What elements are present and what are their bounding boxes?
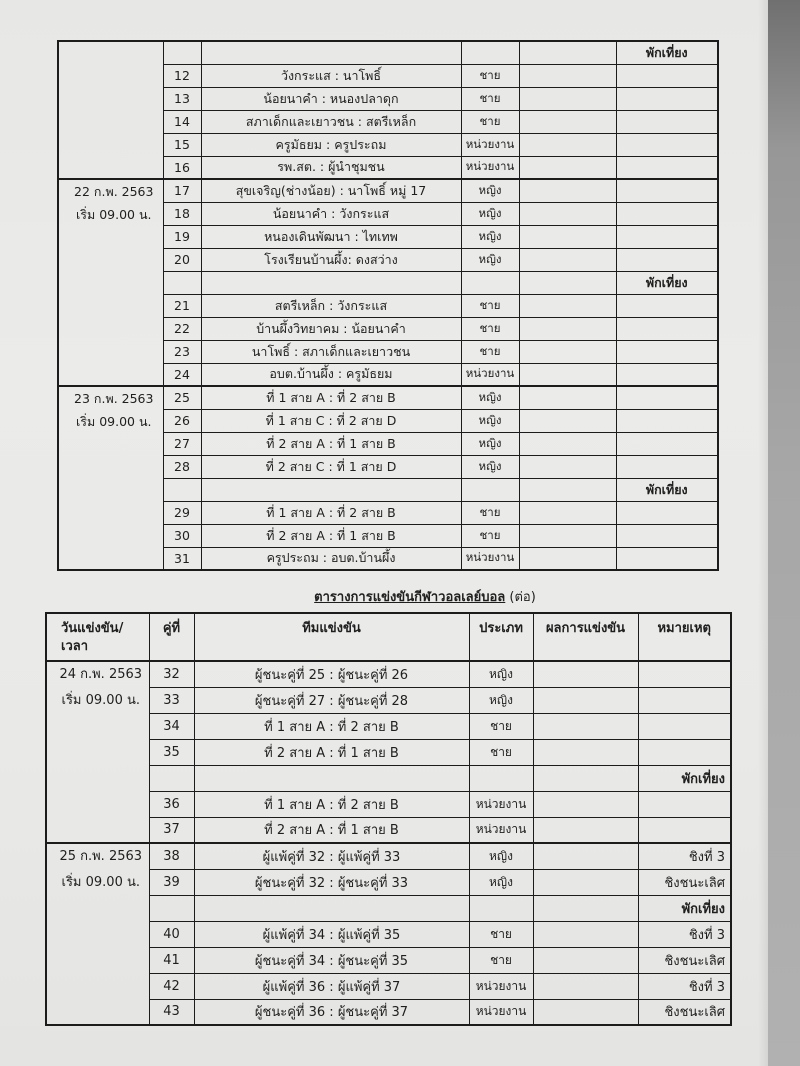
match-type-cell: หญิง [469, 869, 533, 895]
match-result-cell [519, 340, 616, 363]
match-type-cell: ชาย [461, 501, 519, 524]
title-main: ตารางการแข่งขันกีฬาวอลเลย์บอล [314, 590, 506, 605]
match-type-cell: หญิง [469, 843, 533, 869]
match-result-cell [533, 739, 638, 765]
match-number-cell: 36 [149, 791, 194, 817]
match-row [46, 947, 731, 973]
match-remark-cell: พักเที่ยง [638, 895, 731, 921]
match-date-cell [58, 386, 163, 570]
match-type-cell: หญิง [469, 661, 533, 687]
match-remark-cell [616, 317, 718, 340]
match-remark-cell [616, 156, 718, 179]
match-result-cell [533, 947, 638, 973]
match-teams-cell: ที่ 2 สาย A : ที่ 1 สาย B [201, 524, 461, 547]
match-number-cell: 34 [149, 713, 194, 739]
match-type-cell: ชาย [469, 713, 533, 739]
document-title [290, 588, 560, 608]
match-result-cell [519, 271, 616, 294]
match-remark-cell [616, 501, 718, 524]
match-result-cell [519, 156, 616, 179]
match-number-cell: 37 [149, 817, 194, 843]
match-remark-cell [616, 547, 718, 570]
match-remark-cell: ชิงที่ 3 [638, 921, 731, 947]
match-type-cell: ชาย [469, 739, 533, 765]
match-remark-cell: พักเที่ยง [616, 271, 718, 294]
match-type-cell: หญิง [461, 202, 519, 225]
header-date-time [46, 613, 149, 661]
match-number-cell: 43 [149, 999, 194, 1025]
match-type-cell: หน่วยงาน [461, 363, 519, 386]
match-result-cell [519, 87, 616, 110]
match-remark-cell: ชิงชนะเลิศ [638, 999, 731, 1025]
match-type-cell [469, 895, 533, 921]
match-result-cell [519, 363, 616, 386]
header-row [46, 613, 731, 661]
match-teams-cell: ที่ 2 สาย A : ที่ 1 สาย B [194, 739, 469, 765]
match-result-cell [519, 478, 616, 501]
match-teams-cell: หนองเดินพัฒนา : ไทเทพ [201, 225, 461, 248]
match-result-cell [519, 524, 616, 547]
match-teams-cell: นาโพธิ์ : สภาเด็กและเยาวชน [201, 340, 461, 363]
match-remark-cell [638, 791, 731, 817]
match-type-cell: ชาย [469, 947, 533, 973]
match-teams-cell: ผู้ชนะคู่ที่ 27 : ผู้ชนะคู่ที่ 28 [194, 687, 469, 713]
match-result-cell [533, 765, 638, 791]
match-remark-cell [616, 363, 718, 386]
match-type-cell: หญิง [461, 409, 519, 432]
match-teams-cell: สภาเด็กและเยาวชน : สตรีเหล็ก [201, 110, 461, 133]
background-wall [768, 0, 800, 1066]
match-teams-cell: ผู้ชนะคู่ที่ 34 : ผู้ชนะคู่ที่ 35 [194, 947, 469, 973]
match-row [46, 973, 731, 999]
match-result-cell [519, 202, 616, 225]
match-teams-cell: ครูประถม : อบต.บ้านผึ้ง [201, 547, 461, 570]
match-row [46, 661, 731, 687]
match-remark-cell: พักเที่ยง [616, 41, 718, 64]
match-date-cell [46, 661, 149, 843]
match-number-cell: 14 [163, 110, 201, 133]
match-result-cell [519, 409, 616, 432]
match-remark-cell [616, 455, 718, 478]
match-date: 23 ก.พ. 2563 [74, 391, 154, 406]
match-remark-cell [616, 64, 718, 87]
match-row [46, 921, 731, 947]
match-remark-cell: พักเที่ยง [616, 478, 718, 501]
match-teams-cell: ที่ 1 สาย A : ที่ 2 สาย B [194, 713, 469, 739]
match-remark-cell [616, 133, 718, 156]
match-type-cell: หน่วยงาน [461, 156, 519, 179]
match-remark-cell [616, 524, 718, 547]
start-time: เริ่ม 09.00 น. [61, 693, 140, 708]
match-type-cell: ชาย [461, 110, 519, 133]
match-type-cell: ชาย [461, 64, 519, 87]
schedule-table-continued [57, 40, 719, 571]
match-result-cell [533, 921, 638, 947]
match-row [46, 739, 731, 765]
match-result-cell [519, 110, 616, 133]
match-remark-cell [616, 202, 718, 225]
match-type-cell: หน่วยงาน [469, 999, 533, 1025]
match-type-cell: หญิง [461, 225, 519, 248]
match-result-cell [519, 317, 616, 340]
schedule-table-body [46, 661, 731, 1025]
match-number-cell: 41 [149, 947, 194, 973]
header-match-number: คู่ที่ [149, 613, 194, 661]
match-number-cell [163, 478, 201, 501]
match-result-cell [533, 817, 638, 843]
match-remark-cell [638, 817, 731, 843]
match-remark-cell: พักเที่ยง [638, 765, 731, 791]
match-teams-cell: ครูมัธยม : ครูประถม [201, 133, 461, 156]
match-number-cell: 16 [163, 156, 201, 179]
match-type-cell: ชาย [469, 921, 533, 947]
match-teams-cell: สุขเจริญ(ช่างน้อย) : นาโพธิ์ หมู่ 17 [201, 179, 461, 202]
schedule-table-header [46, 613, 731, 661]
match-remark-cell [616, 225, 718, 248]
match-number-cell: 42 [149, 973, 194, 999]
match-row [46, 817, 731, 843]
match-remark-cell [638, 661, 731, 687]
match-number-cell: 25 [163, 386, 201, 409]
match-date-cell [58, 41, 163, 179]
match-result-cell [533, 791, 638, 817]
match-teams-cell [201, 478, 461, 501]
match-type-cell: หญิง [461, 248, 519, 271]
header-type: ประเภท [469, 613, 533, 661]
match-number-cell: 12 [163, 64, 201, 87]
match-number-cell: 39 [149, 869, 194, 895]
schedule-table [45, 612, 732, 1026]
match-result-cell [519, 179, 616, 202]
match-teams-cell: ที่ 2 สาย A : ที่ 1 สาย B [194, 817, 469, 843]
match-type-cell: หญิง [461, 179, 519, 202]
match-type-cell: หน่วยงาน [469, 973, 533, 999]
match-teams-cell: โรงเรียนบ้านผึ้ง: ดงสว่าง [201, 248, 461, 271]
match-type-cell [461, 41, 519, 64]
match-teams-cell: ที่ 1 สาย A : ที่ 2 สาย B [201, 386, 461, 409]
match-remark-cell [616, 87, 718, 110]
match-number-cell: 19 [163, 225, 201, 248]
match-result-cell [519, 248, 616, 271]
match-result-cell [519, 547, 616, 570]
match-type-cell: หญิง [461, 455, 519, 478]
match-result-cell [519, 294, 616, 317]
match-type-cell [461, 271, 519, 294]
match-teams-cell: ผู้แพ้คู่ที่ 34 : ผู้แพ้คู่ที่ 35 [194, 921, 469, 947]
match-remark-cell [616, 248, 718, 271]
match-number-cell: 33 [149, 687, 194, 713]
match-date: 24 ก.พ. 2563 [59, 667, 143, 682]
match-result-cell [519, 455, 616, 478]
match-teams-cell: สตรีเหล็ก : วังกระแส [201, 294, 461, 317]
match-result-cell [533, 895, 638, 921]
match-teams-cell: บ้านผึ้งวิทยาคม : น้อยนาคำ [201, 317, 461, 340]
match-teams-cell [194, 765, 469, 791]
match-number-cell [149, 765, 194, 791]
match-remark-cell: ชิงที่ 3 [638, 843, 731, 869]
match-teams-cell: ผู้ชนะคู่ที่ 36 : ผู้ชนะคู่ที่ 37 [194, 999, 469, 1025]
match-remark-cell [616, 409, 718, 432]
match-result-cell [533, 999, 638, 1025]
match-remark-cell [616, 340, 718, 363]
match-result-cell [519, 64, 616, 87]
start-time: เริ่ม 09.00 น. [76, 207, 152, 222]
header-result: ผลการแข่งขัน [533, 613, 638, 661]
match-number-cell: 35 [149, 739, 194, 765]
match-date-cell [46, 843, 149, 1025]
match-teams-cell: ที่ 2 สาย C : ที่ 1 สาย D [201, 455, 461, 478]
match-number-cell: 27 [163, 432, 201, 455]
match-teams-cell [201, 41, 461, 64]
match-number-cell: 29 [163, 501, 201, 524]
match-remark-cell: ชิงชนะเลิศ [638, 947, 731, 973]
match-type-cell: ชาย [461, 524, 519, 547]
header-date-line2: เวลา [61, 639, 89, 654]
match-type-cell [469, 765, 533, 791]
match-result-cell [533, 843, 638, 869]
match-type-cell: หญิง [469, 687, 533, 713]
match-type-cell: หน่วยงาน [469, 791, 533, 817]
match-result-cell [533, 687, 638, 713]
match-type-cell: หญิง [461, 432, 519, 455]
match-type-cell [461, 478, 519, 501]
match-teams-cell [201, 271, 461, 294]
lunch-break-row [46, 765, 731, 791]
match-teams-cell: ที่ 2 สาย A : ที่ 1 สาย B [201, 432, 461, 455]
match-remark-cell [616, 432, 718, 455]
match-row [46, 791, 731, 817]
match-type-cell: หน่วยงาน [461, 547, 519, 570]
match-teams-cell: ผู้แพ้คู่ที่ 32 : ผู้แพ้คู่ที่ 33 [194, 843, 469, 869]
match-row [46, 999, 731, 1025]
match-remark-cell [616, 110, 718, 133]
match-row [58, 386, 718, 409]
match-type-cell: ชาย [461, 317, 519, 340]
match-number-cell: 23 [163, 340, 201, 363]
paper-edge-shadow [758, 0, 768, 1066]
match-remark-cell [616, 386, 718, 409]
match-row [46, 687, 731, 713]
match-number-cell: 31 [163, 547, 201, 570]
match-remark-cell [638, 739, 731, 765]
start-time: เริ่ม 09.00 น. [76, 414, 152, 429]
match-row [46, 843, 731, 869]
match-result-cell [519, 501, 616, 524]
match-teams-cell: รพ.สต. : ผู้นำชุมชน [201, 156, 461, 179]
match-number-cell: 13 [163, 87, 201, 110]
match-number-cell: 21 [163, 294, 201, 317]
match-result-cell [519, 225, 616, 248]
match-number-cell: 40 [149, 921, 194, 947]
match-remark-cell [638, 713, 731, 739]
header-teams: ทีมแข่งขัน [194, 613, 469, 661]
match-number-cell: 30 [163, 524, 201, 547]
match-number-cell: 22 [163, 317, 201, 340]
match-row [46, 713, 731, 739]
match-number-cell [163, 271, 201, 294]
match-remark-cell: ชิงที่ 3 [638, 973, 731, 999]
match-teams-cell: อบต.บ้านผึ้ง : ครูมัธยม [201, 363, 461, 386]
lunch-break-row [46, 895, 731, 921]
match-number-cell [149, 895, 194, 921]
title-suffix: (ต่อ) [509, 590, 536, 605]
match-teams-cell: ที่ 1 สาย A : ที่ 2 สาย B [194, 791, 469, 817]
match-remark-cell [616, 294, 718, 317]
header-remark: หมายเหตุ [638, 613, 731, 661]
match-date: 22 ก.พ. 2563 [74, 184, 154, 199]
match-number-cell: 26 [163, 409, 201, 432]
match-result-cell [533, 973, 638, 999]
match-date-cell [58, 179, 163, 386]
match-result-cell [533, 713, 638, 739]
match-result-cell [519, 41, 616, 64]
match-result-cell [533, 661, 638, 687]
match-type-cell: หน่วยงาน [461, 133, 519, 156]
start-time: เริ่ม 09.00 น. [61, 875, 140, 890]
match-type-cell: หน่วยงาน [469, 817, 533, 843]
match-number-cell: 20 [163, 248, 201, 271]
match-number-cell: 18 [163, 202, 201, 225]
match-teams-cell: วังกระแส : นาโพธิ์ [201, 64, 461, 87]
match-type-cell: หญิง [461, 386, 519, 409]
match-remark-cell [616, 179, 718, 202]
match-row [58, 179, 718, 202]
match-teams-cell: น้อยนาคำ : หนองปลาดุก [201, 87, 461, 110]
match-teams-cell [194, 895, 469, 921]
match-type-cell: ชาย [461, 294, 519, 317]
header-date-line1: วันแข่งขัน/ [61, 621, 124, 636]
match-teams-cell: ผู้แพ้คู่ที่ 36 : ผู้แพ้คู่ที่ 37 [194, 973, 469, 999]
match-teams-cell: ที่ 1 สาย C : ที่ 2 สาย D [201, 409, 461, 432]
match-result-cell [519, 133, 616, 156]
match-remark-cell [638, 687, 731, 713]
match-result-cell [519, 386, 616, 409]
match-number-cell: 15 [163, 133, 201, 156]
match-number-cell: 24 [163, 363, 201, 386]
match-number-cell: 38 [149, 843, 194, 869]
match-type-cell: ชาย [461, 340, 519, 363]
match-teams-cell: น้อยนาคำ : วังกระแส [201, 202, 461, 225]
match-result-cell [519, 432, 616, 455]
match-result-cell [533, 869, 638, 895]
match-teams-cell: ผู้ชนะคู่ที่ 32 : ผู้ชนะคู่ที่ 33 [194, 869, 469, 895]
match-type-cell: ชาย [461, 87, 519, 110]
match-teams-cell: ผู้ชนะคู่ที่ 25 : ผู้ชนะคู่ที่ 26 [194, 661, 469, 687]
match-number-cell [163, 41, 201, 64]
match-row [46, 869, 731, 895]
lunch-break-row [58, 41, 718, 64]
match-date: 25 ก.พ. 2563 [59, 849, 143, 864]
match-number-cell: 28 [163, 455, 201, 478]
schedule-table-continued-body [58, 41, 718, 570]
match-remark-cell: ชิงชนะเลิศ [638, 869, 731, 895]
match-teams-cell: ที่ 1 สาย A : ที่ 2 สาย B [201, 501, 461, 524]
match-number-cell: 17 [163, 179, 201, 202]
match-number-cell: 32 [149, 661, 194, 687]
